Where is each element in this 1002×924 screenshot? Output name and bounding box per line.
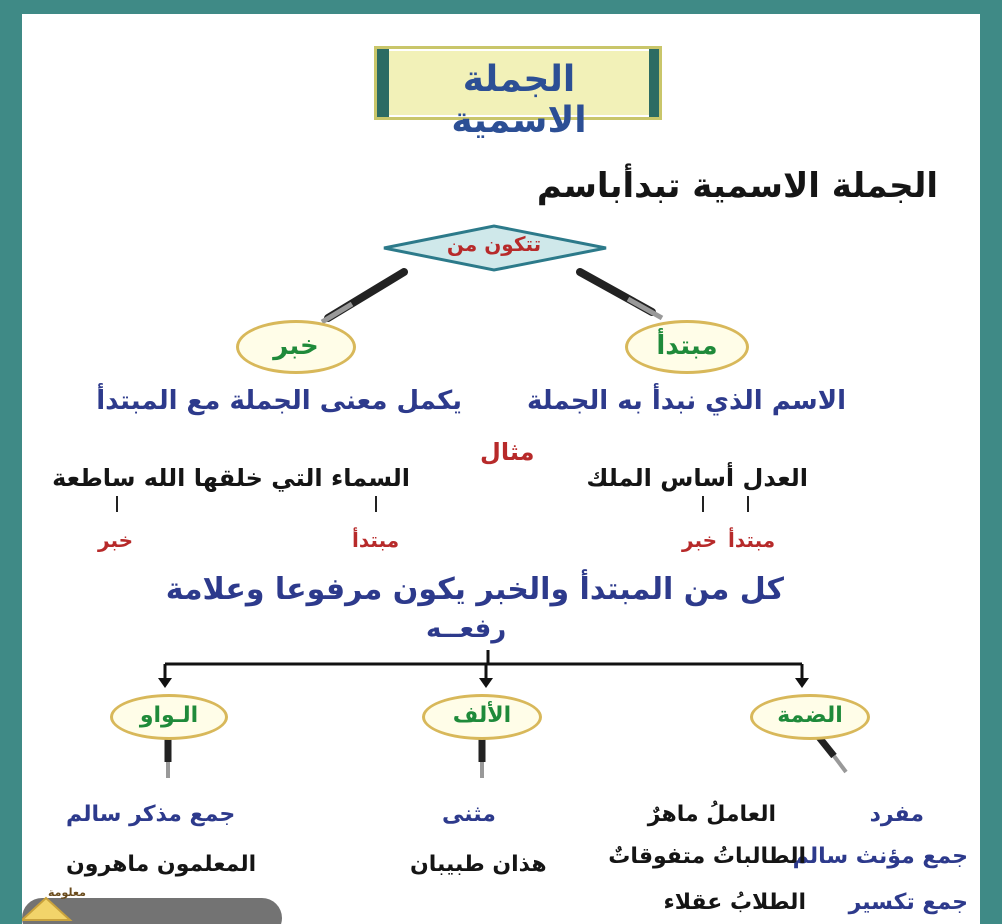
damma-example-2: الطالباتُ متفوقاتٌ	[608, 844, 806, 869]
rule-line-1: كل من المبتدأ والخبر يكون مرفوعا وعلامة	[165, 572, 784, 607]
oval-damma: الضمة	[750, 694, 870, 740]
damma-type-1: مفرد	[869, 802, 924, 827]
oval-khabar: خبر	[236, 320, 356, 374]
example-sentence-2: السماء التي خلقها الله ساطعة	[52, 464, 410, 492]
alif-example: هذان طبيبان	[410, 852, 547, 877]
khabar-description: يكمل معنى الجملة مع المبتدأ	[96, 386, 462, 416]
oval-mubtada: مبتدأ	[625, 320, 749, 374]
pen-damma-icon	[818, 736, 846, 772]
title-box-left-band	[377, 49, 389, 117]
definition-text: الجملة الاسمية تبدأباسم	[536, 166, 938, 206]
watermark-text: معلومة	[48, 886, 86, 899]
tag-khabar-2: خبر	[98, 528, 134, 552]
example-sentence-1: العدل أساس الملك	[586, 464, 808, 492]
rule-line-2: رفعــه	[426, 614, 507, 644]
mubtada-description: الاسم الذي نبدأ به الجملة	[526, 386, 846, 416]
waw-example: المعلمون ماهرون	[66, 852, 257, 877]
damma-example-3: الطلابُ عقلاء	[663, 890, 806, 915]
example-label: مثال	[480, 438, 535, 466]
pen-right-icon	[580, 272, 662, 318]
oval-alif: الألف	[422, 694, 542, 740]
damma-type-2: جمع مؤنث سالم	[792, 844, 968, 869]
page-title: الجملة الاسمية	[451, 59, 587, 141]
oval-waw: الـواو	[110, 694, 228, 740]
waw-type: جمع مذكر سالم	[66, 802, 236, 827]
branch-bracket	[165, 650, 802, 680]
tag-khabar-1: خبر	[682, 528, 718, 552]
tag-mubtada-2: مبتدأ	[352, 528, 400, 552]
damma-type-3: جمع تكسير	[848, 890, 968, 915]
center-node-label: تتكون من	[446, 232, 542, 256]
example-arrows	[117, 496, 748, 512]
title-box	[374, 46, 662, 141]
damma-example-1: العاملُ ماهرٌ	[647, 802, 776, 827]
watermark-decoration	[22, 884, 302, 924]
diagram-panel	[22, 14, 980, 924]
pen-left-icon	[322, 272, 404, 322]
title-box-right-band	[649, 49, 659, 117]
tag-mubtada-1: مبتدأ	[728, 528, 776, 552]
alif-type: مثنى	[442, 802, 496, 827]
